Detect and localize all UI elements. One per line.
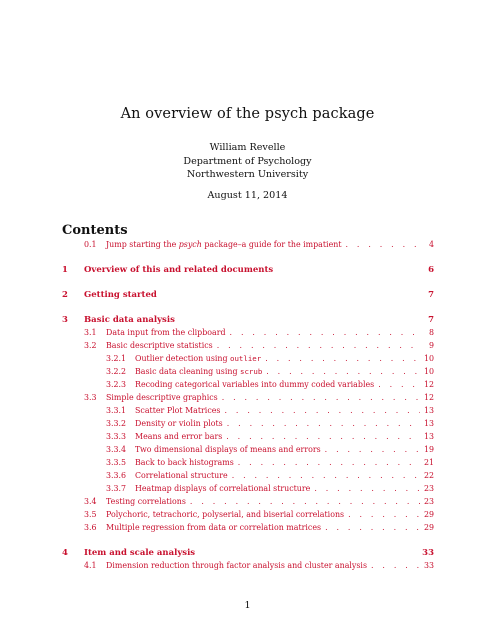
toc-entry-title: Jump starting the psych package–a guide for the impatient [106, 240, 342, 249]
toc-entry-title: Dimension reduction through factor analysis and cluster analysis [106, 561, 368, 570]
toc-entry-page: 33 [422, 548, 434, 558]
toc-entry-title: Item and scale analysis [84, 548, 196, 558]
toc-entry-number: 4.1 [84, 561, 97, 570]
toc-entry[interactable] [62, 471, 434, 483]
toc-entry-title: Heatmap displays of correlational structure [135, 484, 311, 493]
toc-entry[interactable] [62, 548, 434, 560]
toc-entry[interactable] [62, 393, 434, 405]
toc-entry[interactable] [62, 265, 434, 277]
toc-entry-page: 29 [423, 510, 434, 519]
toc-entry-title: Testing correlations [106, 497, 186, 506]
toc-entry-number: 3.4 [84, 497, 97, 506]
toc-entry-page: 9 [428, 341, 434, 350]
toc-entry-number: 3.3 [84, 393, 97, 402]
toc-entry-number: 3.5 [84, 510, 97, 519]
toc-leader-dots [217, 341, 420, 350]
toc-entry-title: Back to back histograms [135, 458, 234, 467]
toc-entry-page: 23 [423, 484, 434, 493]
toc-entry[interactable] [62, 419, 434, 431]
toc-entry[interactable] [62, 354, 434, 366]
toc-entry-title: Outlier detection using outlier [135, 354, 262, 363]
toc-entry-number: 3 [62, 315, 68, 325]
toc-leader-dots [314, 484, 420, 493]
author-university: Northwestern University [186, 169, 309, 180]
toc-leader-dots [190, 497, 420, 506]
toc-entry-page: 21 [423, 458, 434, 467]
toc-entry-title: Polychoric, tetrachoric, polyserial, and biserial correlations [106, 510, 345, 519]
toc-leader-dots [325, 523, 420, 532]
toc-entry[interactable] [62, 561, 434, 573]
toc-entry-page: 13 [423, 432, 434, 441]
toc-entry-number: 3.3.1 [106, 406, 127, 415]
toc-entry[interactable] [62, 523, 434, 535]
toc-entry-number: 4 [62, 548, 68, 558]
toc-entry-number: 0.1 [84, 240, 97, 249]
toc-entry-number: 3.3.4 [106, 445, 127, 454]
toc-entry-title: Data input from the clipboard [106, 328, 226, 337]
toc-entry[interactable] [62, 510, 434, 522]
toc-entry-page: 6 [428, 265, 434, 275]
toc-entry-number: 3.3.7 [106, 484, 127, 493]
toc-entry-number: 1 [62, 265, 68, 275]
toc-entry-page: 8 [428, 328, 434, 337]
toc-entry-number: 3.3.6 [106, 471, 127, 480]
toc-entry-page: 29 [423, 523, 434, 532]
toc-entry-page: 12 [423, 380, 434, 389]
toc-entry-title: Overview of this and related documents [84, 265, 274, 275]
toc-entry-number: 3.6 [84, 523, 97, 532]
author-department: Department of Psychology [183, 155, 312, 167]
toc-leader-dots [265, 354, 420, 363]
toc-entry-number: 3.3.5 [106, 458, 127, 467]
toc-entry-page: 12 [423, 393, 434, 402]
toc-leader-dots [346, 240, 420, 249]
toc-entry-title: Means and error bars [135, 432, 223, 441]
toc-entry[interactable] [62, 445, 434, 457]
toc-entry-page: 13 [423, 419, 434, 428]
toc-leader-dots [226, 432, 420, 441]
toc-entry-title: Basic data cleaning using scrub [135, 367, 263, 376]
toc-entry-title: Correlational structure [135, 471, 228, 480]
toc-entry-page: 23 [423, 497, 434, 506]
toc-leader-dots [348, 510, 420, 519]
toc-entry-page: 33 [423, 561, 434, 570]
toc-entry-number: 3.3.2 [106, 419, 127, 428]
contents-heading: Contents [62, 223, 128, 238]
document-date: August 11, 2014 [207, 190, 288, 201]
toc-entry[interactable] [62, 484, 434, 496]
toc-entry[interactable] [62, 406, 434, 418]
toc-entry-title: Simple descriptive graphics [106, 393, 218, 402]
toc-entry-number: 2 [62, 290, 68, 300]
toc-leader-dots [232, 471, 420, 480]
toc-leader-dots [238, 458, 420, 467]
toc-leader-dots [227, 419, 420, 428]
toc-entry[interactable] [62, 341, 434, 353]
toc-entry-title: Basic data analysis [84, 315, 175, 325]
toc-entry-number: 3.2.2 [106, 367, 127, 376]
document-title: An overview of the psych package [120, 106, 375, 122]
toc-entry-page: 7 [428, 290, 434, 300]
toc-entry-page: 19 [423, 445, 434, 454]
toc-leader-dots [266, 367, 420, 376]
toc-entry[interactable] [62, 290, 434, 302]
toc-leader-dots [224, 406, 419, 415]
toc-entry-page: 10 [423, 354, 434, 363]
toc-entry-page: 10 [423, 367, 434, 376]
toc-leader-dots [371, 561, 420, 570]
toc-entry-title: Two dimensional displays of means and errors [135, 445, 321, 454]
toc-entry-number: 3.2 [84, 341, 97, 350]
toc-entry-number: 3.3.3 [106, 432, 127, 441]
toc-entry-page: 13 [423, 406, 434, 415]
toc-entry[interactable] [62, 315, 434, 327]
toc-entry-title: Recoding categorical variables into dummy coded variables [135, 380, 375, 389]
toc-entry[interactable] [62, 458, 434, 470]
toc-leader-dots [378, 380, 420, 389]
toc-entry-title: Multiple regression from data or correlation matrices [106, 523, 322, 532]
toc-entry-page: 7 [428, 315, 434, 325]
toc-leader-dots [325, 445, 420, 454]
toc-entry-number: 3.2.3 [106, 380, 127, 389]
toc-entry-number: 3.1 [84, 328, 97, 337]
toc-leader-dots [230, 328, 420, 337]
toc-entry-title: Scatter Plot Matrices [135, 406, 221, 415]
author-block [0, 141, 495, 182]
toc-entry-title: Getting started [84, 290, 157, 300]
toc-entry[interactable] [62, 240, 434, 252]
toc-entry-page: 4 [428, 240, 434, 249]
toc-entry[interactable] [62, 328, 434, 340]
toc-entry-title: Density or violin plots [135, 419, 223, 428]
toc-leader-dots [222, 393, 420, 402]
toc-entry[interactable] [62, 432, 434, 444]
author-name: William Revelle [209, 142, 286, 153]
toc-entry[interactable] [62, 380, 434, 392]
toc-entry[interactable] [62, 497, 434, 509]
toc-entry[interactable] [62, 367, 434, 379]
toc-entry-title: Basic descriptive statistics [106, 341, 213, 350]
toc-entry-number: 3.2.1 [106, 354, 127, 363]
page-number: 1 [244, 600, 251, 611]
toc-entry-page: 22 [423, 471, 434, 480]
